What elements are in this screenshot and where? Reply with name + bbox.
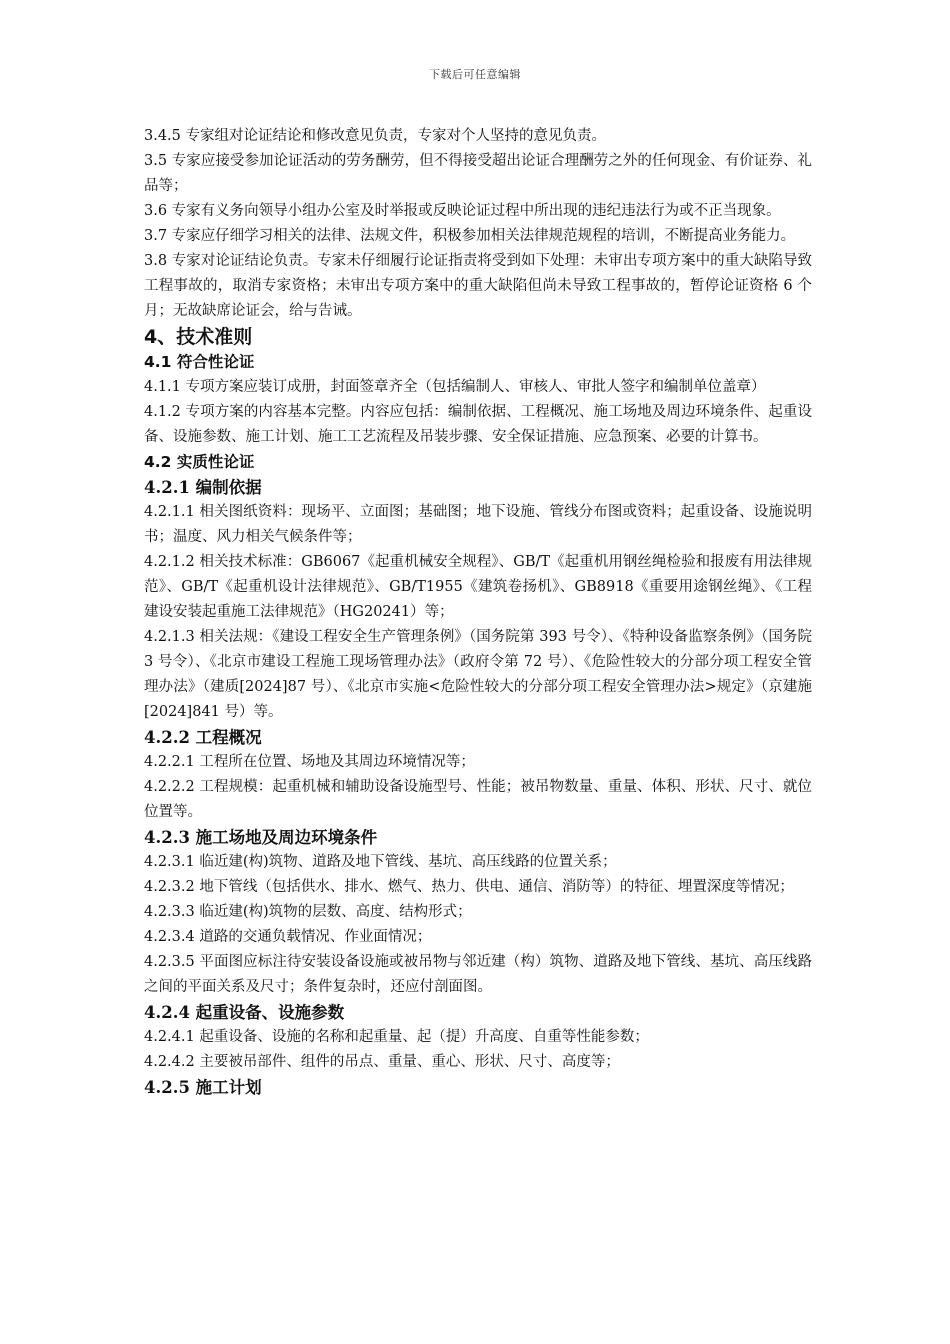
paragraph: 3.6 专家有义务向领导小组办公室及时举报或反映论证过程中所出现的违纪违法行为或不正当现象。 — [144, 203, 781, 219]
paragraph: 4.2.3.1 临近建(构)筑物、道路及地下管线、基坑、高压线路的位置关系； — [144, 854, 617, 870]
paragraph: 4.1.2 专项方案的内容基本完整。内容应包括：编制依据、工程概况、施工场地及周边环境条件、起重设备、设施参数、施工计划、施工工艺流程及吊装步骤、安全保证措施、应急预案、必要的计算书。 — [144, 404, 812, 445]
paragraph: 3.7 专家应仔细学习相关的法律、法规文件，积极参加相关法律规范规程的培训，不断提高业务能力。 — [144, 228, 796, 244]
page-header-note: 下载后可任意编辑 — [429, 68, 521, 81]
paragraph: 4.2.2.2 工程规模：起重机械和辅助设备设施型号、性能；被吊物数量、重量、体积、形状、尺寸、就位位置等。 — [144, 779, 812, 820]
clause-heading: 4.2.5 施工计划 — [144, 1078, 262, 1097]
paragraph: 3.4.5 专家组对论证结论和修改意见负责，专家对个人坚持的意见负责。 — [144, 128, 607, 144]
clause-heading: 4.2.3 施工场地及周边环境条件 — [144, 828, 378, 847]
clause-heading: 4.2.1 编制依据 — [144, 478, 262, 497]
clause-heading: 4.2.4 起重设备、设施参数 — [144, 1003, 345, 1022]
paragraph: 4.2.1.2 相关技术标准：GB6067《起重机械安全规程》、GB/T《起重机用钢丝绳检验和报废有用法律规范》、GB/T《起重机设计法律规范》、GB/T1955《建筑卷扬机》、GB8918《重要用途钢丝绳》、《工程建设安装起重施工法律规范》（HG20241）等； — [144, 554, 812, 620]
subsection-heading: 4.2 实质性论证 — [144, 453, 255, 471]
paragraph: 4.1.1 专项方案应装订成册，封面签章齐全（包括编制人、审核人、审批人签字和编制单位盖章） — [144, 379, 766, 395]
paragraph: 4.2.4.1 起重设备、设施的名称和起重量、起（提）升高度、自重等性能参数； — [144, 1029, 649, 1045]
paragraph: 4.2.1.3 相关法规：《建设工程安全生产管理条例》（国务院第 393 号令）、《特种设备监察条例》（国务院 3 号令）、《北京市建设工程施工现场管理办法》（政府令第 72 号）、《危险性较大的分部分项工程安全管理办法》（建质[2024]87 号）、《北京市实施<危险性较大的分部分项工程安全管理办法>规定》（京建施[2024]841 号）等。 — [144, 629, 812, 720]
paragraph: 3.5 专家应接受参加论证活动的劳务酬劳，但不得接受超出论证合理酬劳之外的任何现金、有价证券、礼品等； — [144, 153, 812, 194]
paragraph: 3.8 专家对论证结论负责。专家未仔细履行论证指责将受到如下处理：未审出专项方案中的重大缺陷导致工程事故的，取消专家资格；未审出专项方案中的重大缺陷但尚未导致工程事故的，暂停论证资格 6 个月；无故缺席论证会，给与告诫。 — [144, 253, 812, 319]
paragraph: 4.2.3.5 平面图应标注待安装设备设施或被吊物与邻近建（构）筑物、道路及地下管线、基坑、高压线路之间的平面关系及尺寸；条件复杂时，还应付剖面图。 — [144, 954, 812, 995]
paragraph: 4.2.2.1 工程所在位置、场地及其周边环境情况等； — [144, 754, 475, 770]
clause-heading: 4.2.2 工程概况 — [144, 728, 262, 747]
section-heading: 4、技术准则 — [144, 326, 253, 348]
paragraph: 4.2.4.2 主要被吊部件、组件的吊点、重量、重心、形状、尺寸、高度等； — [144, 1054, 620, 1070]
document-body — [144, 124, 812, 1100]
paragraph: 4.2.3.2 地下管线（包括供水、排水、燃气、热力、供电、通信、消防等）的特征、埋置深度等情况； — [144, 879, 794, 895]
paragraph: 4.2.3.3 临近建(构)筑物的层数、高度、结构形式； — [144, 904, 472, 920]
subsection-heading: 4.1 符合性论证 — [144, 353, 255, 371]
paragraph: 4.2.3.4 道路的交通负载情况、作业面情况； — [144, 929, 432, 945]
paragraph: 4.2.1.1 相关图纸资料：现场平、立面图；基础图；地下设施、管线分布图或资料；起重设备、设施说明书；温度、风力相关气候条件等； — [144, 504, 812, 545]
